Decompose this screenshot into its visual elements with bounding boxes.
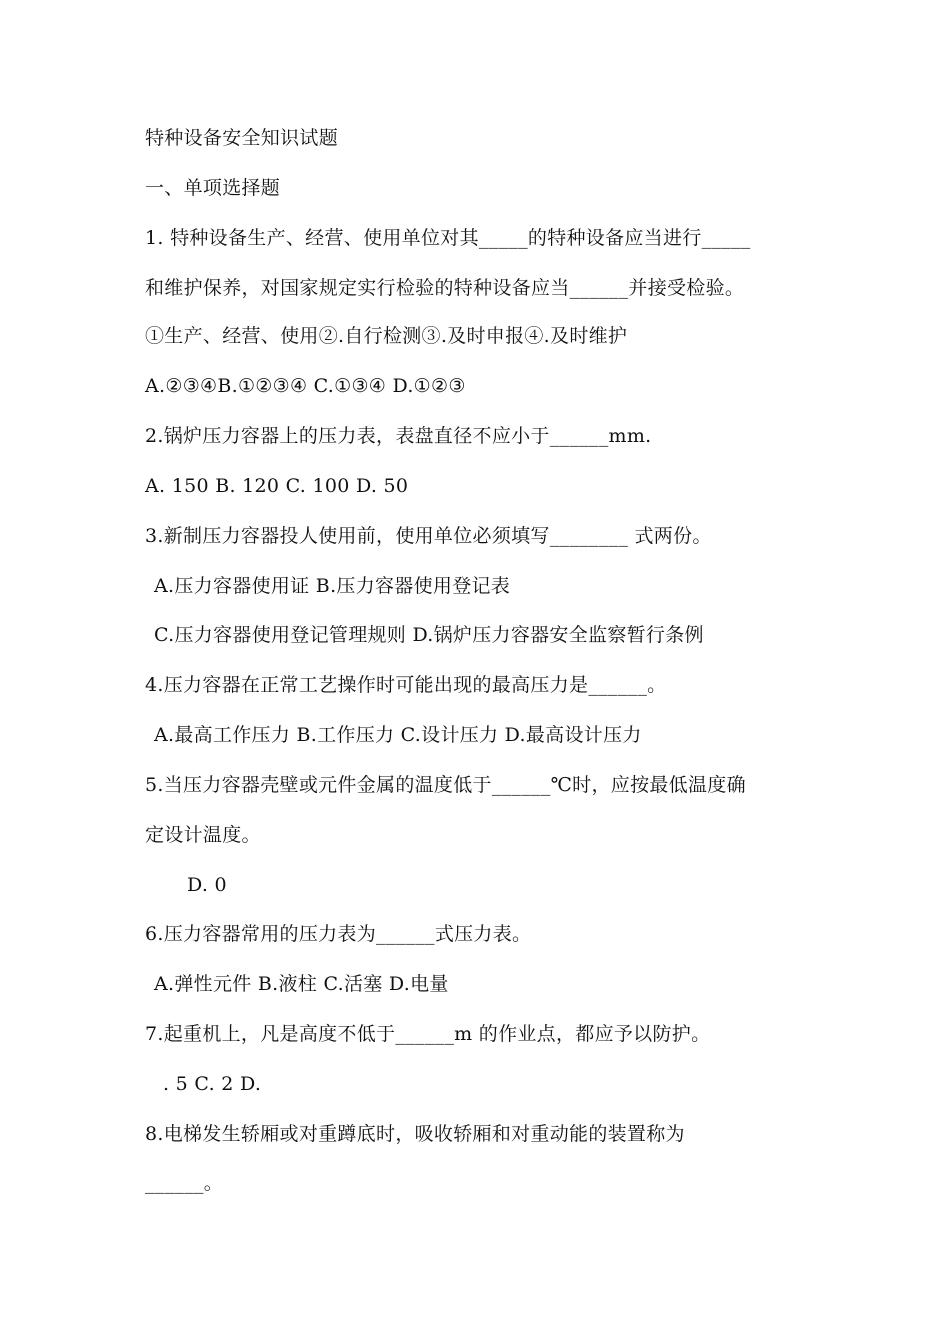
question-1-line-1: 1. 特种设备生产、经营、使用单位对其_____的特种设备应当进行_____ xyxy=(145,227,751,249)
question-5-line-1: 5.当压力容器壳壁或元件金属的温度低于______℃时，应按最低温度确 xyxy=(145,774,746,796)
question-5-options: D. 0 xyxy=(187,874,227,896)
question-8-line-2: ______。 xyxy=(145,1172,224,1194)
question-2-options: A. 150 B. 120 C. 100 D. 50 xyxy=(145,475,409,497)
question-6-options: A.弹性元件 B.液柱 C.活塞 D.电量 xyxy=(154,973,449,995)
question-3-options-1: A.压力容器使用证 B.压力容器使用登记表 xyxy=(154,575,511,597)
question-3: 3.新制压力容器投人使用前，使用单位必须填写________ 式两份。 xyxy=(145,525,712,547)
question-5-line-2: 定设计温度。 xyxy=(145,824,261,846)
question-7: 7.起重机上，凡是高度不低于______m 的作业点，都应予以防护。 xyxy=(145,1023,711,1045)
question-2: 2.锅炉压力容器上的压力表，表盘直径不应小于______mm. xyxy=(145,425,652,447)
question-6: 6.压力容器常用的压力表为______式压力表。 xyxy=(145,923,532,945)
document-title: 特种设备安全知识试题 xyxy=(145,127,339,149)
question-1-options: A.②③④B.①②③④ C.①③④ D.①②③ xyxy=(145,375,466,397)
section-heading: 一、单项选择题 xyxy=(145,177,281,199)
question-8-line-1: 8.电梯发生轿厢或对重蹲底时，吸收轿厢和对重动能的装置称为 xyxy=(145,1123,685,1145)
question-4: 4.压力容器在正常工艺操作时可能出现的最高压力是______。 xyxy=(145,674,667,696)
question-4-options: A.最高工作压力 B.工作压力 C.设计压力 D.最高设计压力 xyxy=(154,724,642,746)
question-3-options-2: C.压力容器使用登记管理规则 D.锅炉压力容器安全监察暂行条例 xyxy=(154,624,704,646)
question-1-line-2: 和维护保养，对国家规定实行检验的特种设备应当______并接受检验。 xyxy=(145,277,745,299)
question-1-items: ①生产、经营、使用②.自行检测③.及时申报④.及时维护 xyxy=(145,325,628,347)
question-7-options: . 5 C. 2 D. xyxy=(163,1073,262,1095)
